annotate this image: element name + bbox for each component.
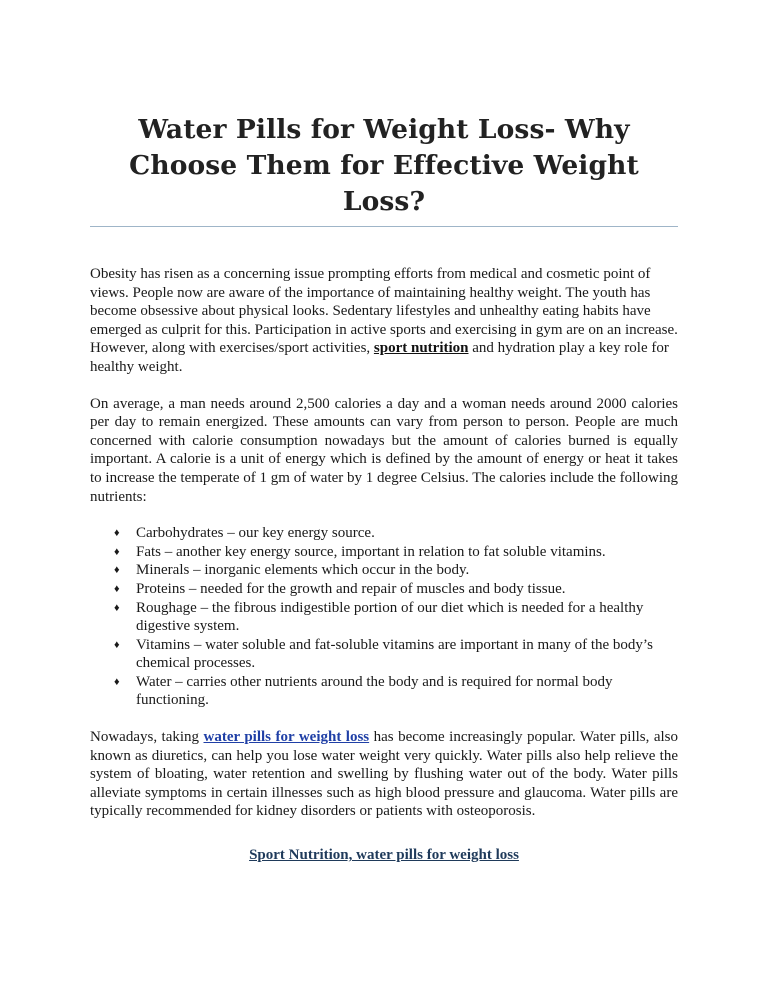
sport-nutrition-link[interactable]: sport nutrition (373, 340, 469, 357)
paragraph-intro-text-2: and hydration play a key role for healthy weight. (90, 340, 669, 375)
list-item (90, 543, 678, 562)
diamond-bullet-icon: ♦ (114, 527, 120, 540)
list-item (90, 636, 678, 673)
list-item-text: Proteins – needed for the growth and repair of muscles and body tissue. (136, 580, 566, 597)
nutrients-list (90, 524, 678, 710)
list-item-text: Water – carries other nutrients around the body and is required for normal body functioning. (136, 673, 613, 709)
document-title: Water Pills for Weight Loss- Why Choose Them for Effective Weight Loss? (129, 114, 639, 217)
paragraph-water-pills-text-2: has become increasingly popular. Water pills, also known as diuretics, can help you lose water weight very quickly. Water pills also help relieve the system of bloating, water retention and swelling by flushing water out of the body. Water pills alleviate symptoms in certain illnesses such as high blood pressure and glaucoma. Water pills are typically recommended for kidney disorders or patients with osteoporosis. (90, 729, 678, 820)
title-divider (90, 226, 678, 227)
list-item-text: Roughage – the fibrous indigestible portion of our diet which is needed for a healthy digestive system. (136, 599, 644, 635)
list-item (90, 561, 678, 580)
list-item (90, 599, 678, 636)
paragraph-water-pills-text-1: Nowadays, taking (90, 729, 204, 746)
list-item (90, 580, 678, 599)
list-item-text: Carbohydrates – our key energy source. (136, 525, 375, 542)
diamond-bullet-icon: ♦ (114, 545, 120, 558)
list-item (90, 524, 678, 543)
water-pills-link[interactable]: water pills for weight loss (203, 729, 370, 746)
list-item-text: Vitamins – water soluble and fat-soluble vitamins are important in many of the body’s chemical processes. (136, 636, 653, 672)
document-page (90, 0, 678, 864)
diamond-bullet-icon: ♦ (114, 601, 120, 614)
diamond-bullet-icon: ♦ (114, 564, 120, 577)
list-item-text: Minerals – inorganic elements which occur in the body. (136, 562, 470, 579)
footer-links[interactable]: Sport Nutrition, water pills for weight loss (249, 847, 519, 864)
list-item (90, 673, 678, 710)
paragraph-calories: On average, a man needs around 2,500 calories a day and a woman needs around 2000 calories per day to remain energized. These amounts can vary from person to person. People are much concerned with calorie consumption nowadays but the amount of calories burned is equally important. A calorie is a unit of energy which is defined by the amount of energy or heat it takes to increase the temperate of 1 gm of water by 1 degree Celsius. The calories include the following nutrients: (90, 395, 678, 505)
list-item-text: Fats – another key energy source, important in relation to fat soluble vitamins. (136, 543, 606, 560)
paragraph-intro-text-1: Obesity has risen as a concerning issue prompting efforts from medical and cosmetic point of views. People now are aware of the importance of maintaining healthy weight. The youth has become obsessive about physical looks. Sedentary lifestyles and unhealthy eating habits have emerged as culprit for this. Participation in active sports and exercising in gym are on an increase. However, along with exercises/sport activities, (90, 266, 678, 357)
diamond-bullet-icon: ♦ (114, 582, 120, 595)
paragraph-water-pills (90, 728, 678, 821)
diamond-bullet-icon: ♦ (114, 675, 120, 688)
diamond-bullet-icon: ♦ (114, 638, 120, 651)
paragraph-intro (90, 265, 678, 377)
